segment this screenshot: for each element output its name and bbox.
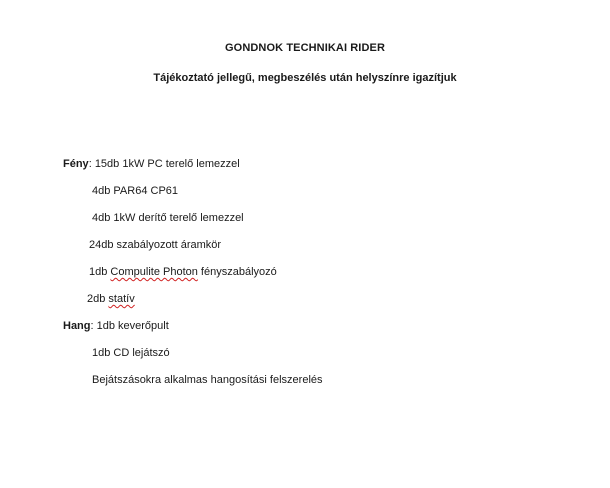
document-title: GONDNOK TECHNIKAI RIDER: [225, 42, 385, 54]
sound-line-2: [92, 347, 170, 360]
light-line-6: [87, 293, 135, 306]
light-item-6-misspelled: statív: [108, 293, 135, 305]
light-line-1: [63, 158, 240, 171]
sound-item-2: 1db CD lejátszó: [92, 347, 170, 359]
light-line-5: [89, 266, 277, 279]
light-item-3: 4db 1kW derítő terelő lemezzel: [92, 212, 244, 224]
light-item-5-misspelled: Compulite Photon: [110, 266, 198, 278]
document-subtitle: Tájékoztató jellegű, megbeszélés után helyszínre igazítjuk: [153, 72, 457, 84]
light-item-1: 15db 1kW PC terelő lemezzel: [94, 158, 240, 170]
sound-colon: :: [90, 320, 94, 332]
sound-line-1: [63, 320, 169, 333]
sound-label: Hang: [63, 320, 91, 332]
light-label: Fény: [63, 158, 89, 170]
sound-line-3: [92, 374, 323, 387]
light-item-2: 4db PAR64 CP61: [92, 185, 179, 197]
sound-item-1: 1db keverőpult: [96, 320, 169, 332]
light-line-3: [92, 212, 244, 225]
light-item-4: 24db szabályozott áramkör: [89, 239, 222, 251]
light-item-6-pre: 2db: [87, 293, 109, 305]
light-item-5-pre: 1db: [89, 266, 111, 278]
light-item-5-post: fényszabályozó: [197, 266, 277, 278]
light-colon: :: [88, 158, 92, 170]
sound-item-3: Bejátszásokra alkalmas hangosítási felszerelés: [92, 374, 323, 386]
light-line-2: [92, 185, 178, 198]
light-line-4: [89, 239, 221, 252]
